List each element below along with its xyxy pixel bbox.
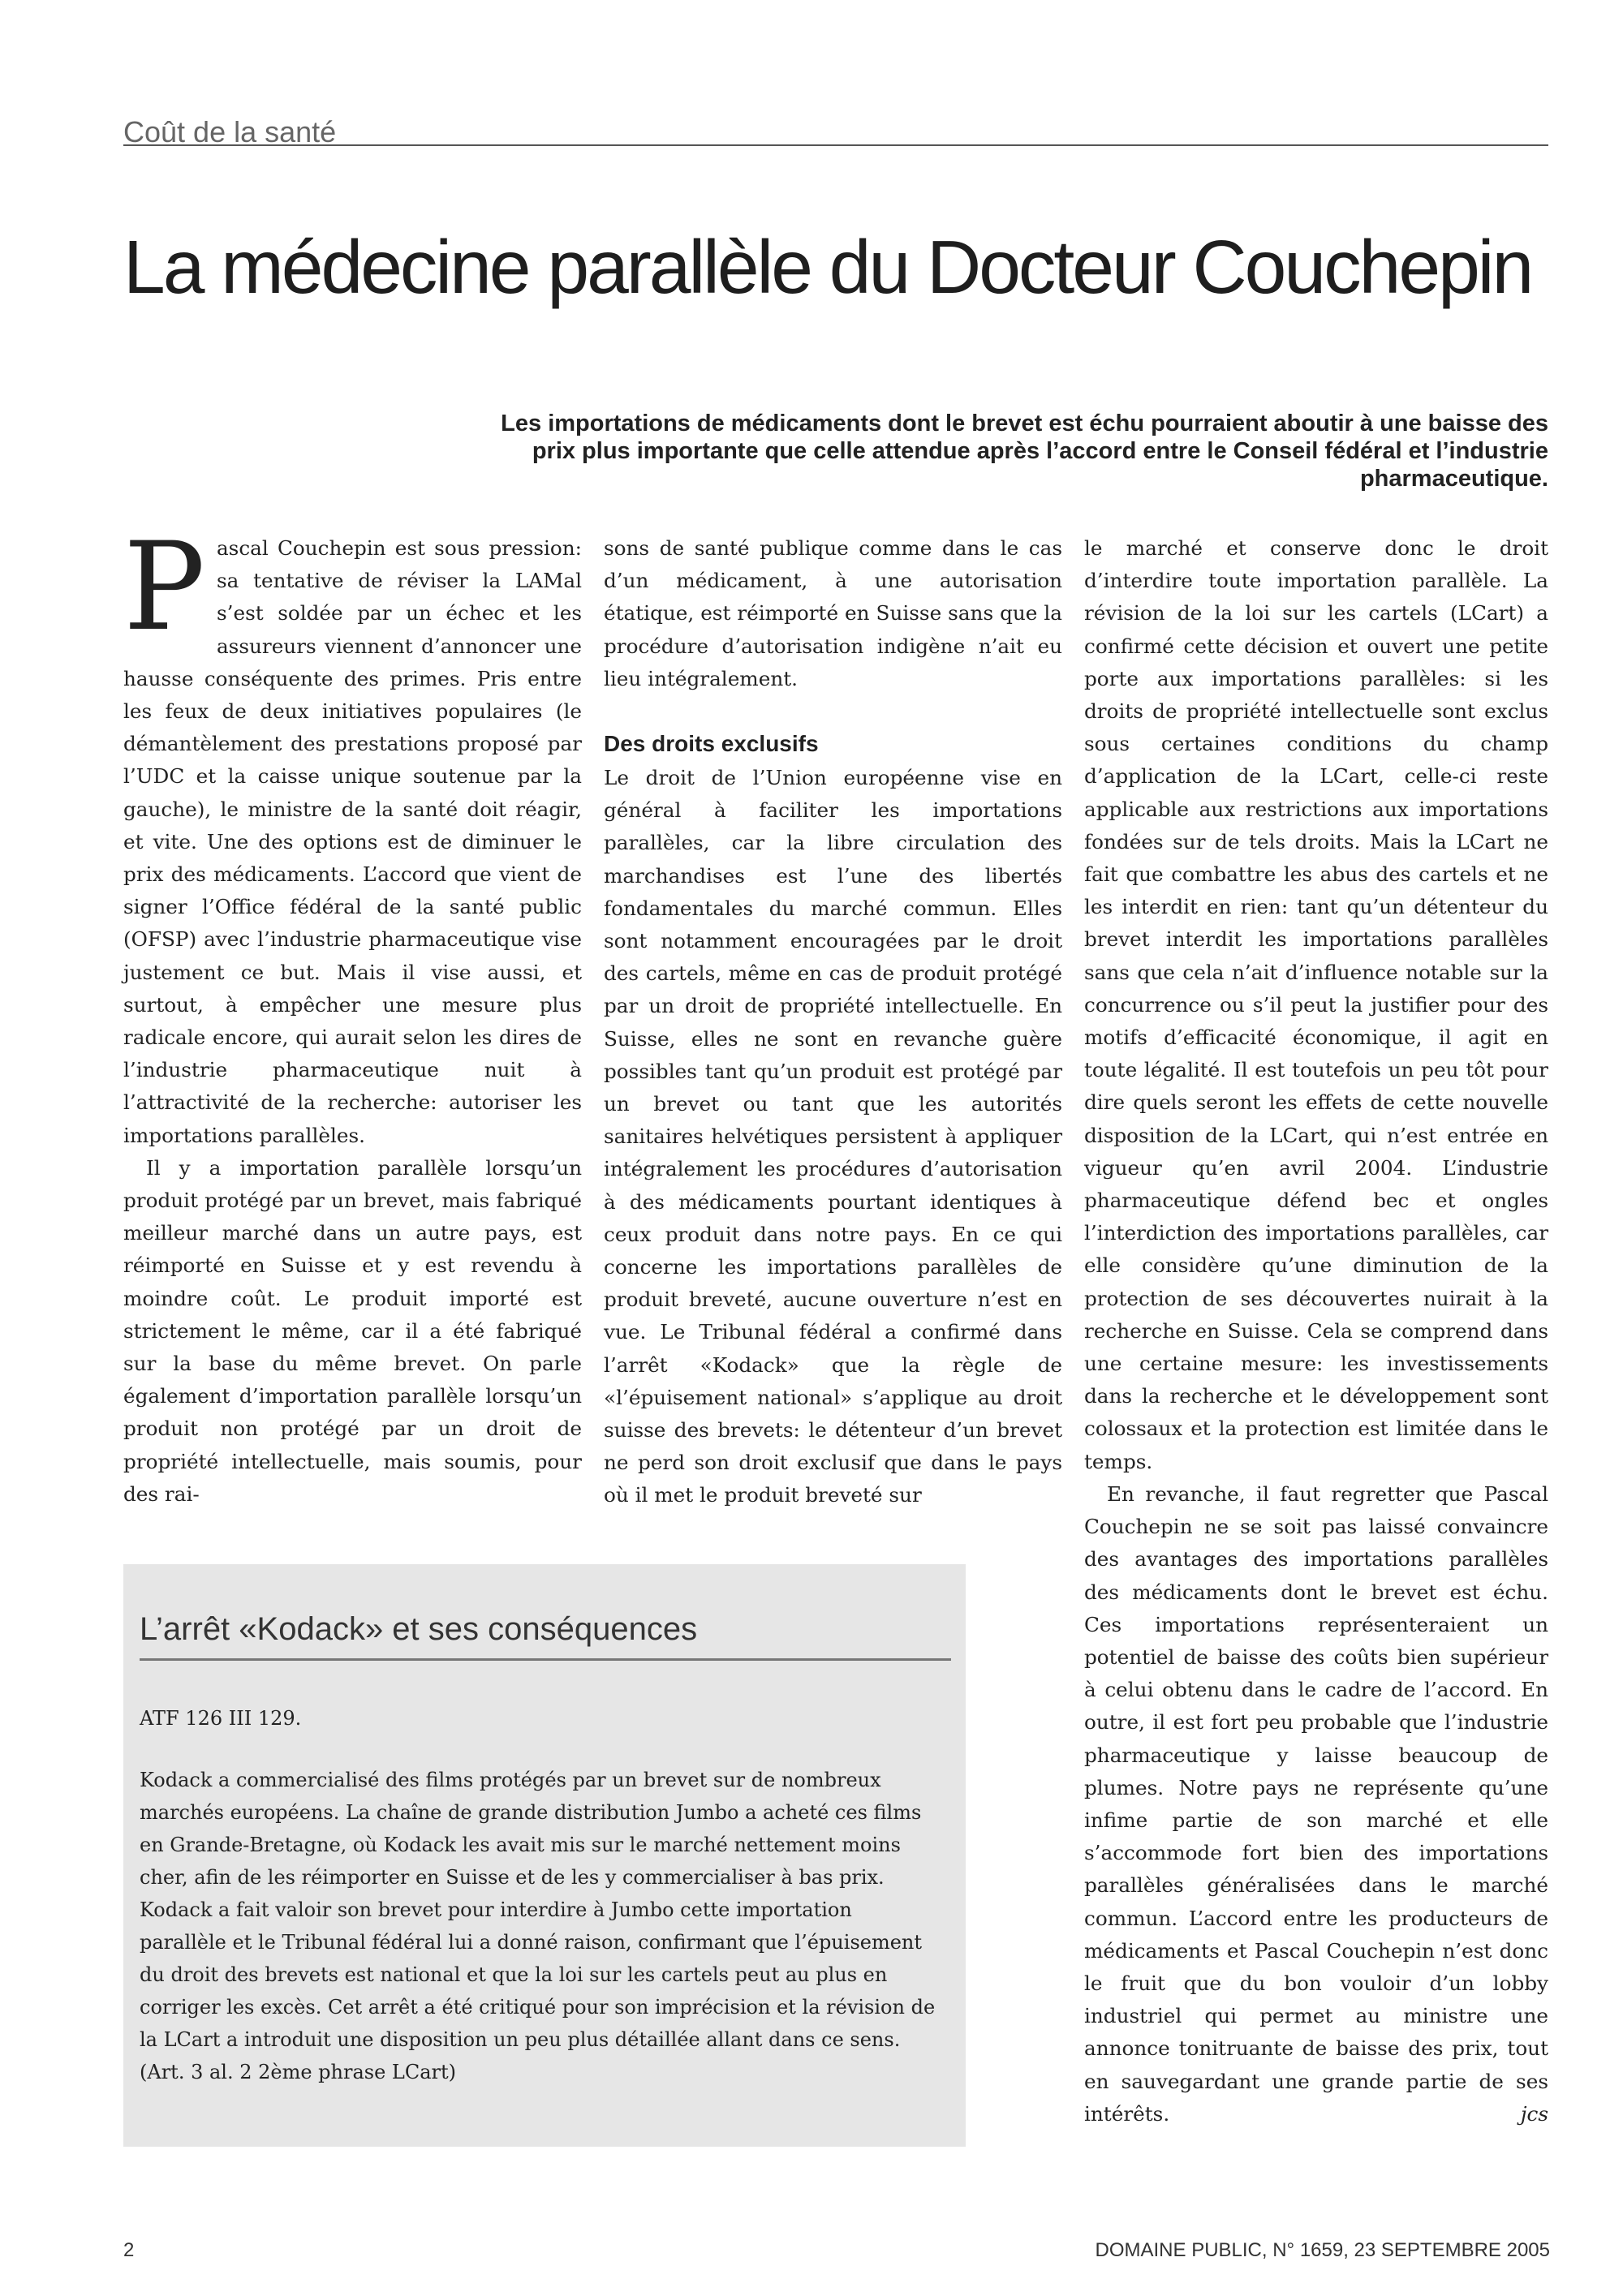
article-paragraph: Il y a importation parallèle lorsqu’un produit protégé par un brevet, mais fabriqué meilleur marché dans un autre pays, est réimporté en Suisse et y est revendu à moindre coût. Le produit importé est strictement le même, car il a été fabriqué sur la base du même brevet. On parle également d’importation parallèle lorsqu’un produit non protégé par un droit de propriété intellectuelle, mais soumis, pour des rai- (123, 1155, 582, 1506)
article-paragraph (123, 517, 582, 1152)
article-paragraph: sons de santé publique comme dans le cas d’un médicament, à une autorisation étatique, est réimporté en Suisse sans que la procédure d’autorisation indigène n’ait eu lieu intégralement. (604, 536, 1062, 690)
drop-cap: P (123, 517, 205, 658)
paragraph-text: En revanche, il faut regretter que Pascal Couchepin ne se soit pas laissé convaincre des avantages des importations parallèles des médicaments dont le brevet est échu. Ces importations représenteraient un potentiel de baisse des coûts bien supérieur à celui obtenu dans le cadre de l’accord. En outre, il est fort peu probable que l’industrie pharmaceutique y laisse beaucoup de plumes. Notre pays ne représente qu’une infime partie de son marché et elle s’accommode fort bien des importations parallèles généralisées dans le marché commun. L’accord entre les producteurs de médicaments et Pascal Couchepin n’est donc le fruit que du bon vouloir d’un lobby industriel qui permet au ministre une annonce tonitruante de baisse des prix, tout en sauvegardant une grande partie de ses intérêts. (1084, 1481, 1548, 2126)
article-column-2 (604, 532, 1062, 1512)
article-column-1 (123, 517, 582, 1511)
article-lede: Les importations de médicaments dont le brevet est échu pourraient aboutir à une baisse des prix plus importante que celle attendue après l’accord entre le Conseil fédéral et l’industrie pharmaceutique. (501, 411, 1548, 492)
sidebar-note: (Art. 3 al. 2 2ème phrase LCart) (140, 2061, 457, 2083)
article-paragraph (1084, 1478, 1548, 2130)
author-signature: jcs (1520, 2101, 1548, 2126)
sidebar-reference: ATF 126 III 129. (140, 1707, 302, 1730)
section-header (123, 112, 1548, 146)
sidebar-box (123, 1564, 966, 2147)
article-paragraph: Le droit de l’Union européenne vise en général à faciliter les importations parallèles, car la libre circulation des marchandises est l’une des libertés fondamentales du marché commun. Elles sont notamment encouragées par le droit des cartels, même en cas de produit protégé par un droit de propriété intellectuelle. En Suisse, elles ne sont en revanche guère possibles tant qu’un produit est protégé par un brevet ou tant que les autorités sanitaires helvétiques persistent à appliquer intégralement les procédures d’autorisation à des médicaments pourtant identiques à ceux produit dans notre pays. En ce qui concerne les importations parallèles de produit breveté, aucune ouverture n’est en vue. Le Tribunal fédéral a confirmé dans l’arrêt «Kodack» que la règle de «l’épuisement national» s’applique au droit suisse des brevets: le détenteur d’un brevet ne perd son droit exclusif que dans le pays où il met le produit breveté sur (604, 766, 1062, 1507)
sidebar-body (140, 1702, 943, 2088)
article-paragraph: le marché et conserve donc le droit d’interdire toute importation parallèle. La révision de la loi sur les cartels (LCart) a confirmé cette décision et ouvert une petite porte aux importations parallèles: si les droits de propriété intellectuelle sont exclus sous certaines conditions du champ d’application de la LCart, celle-ci reste applicable aux restrictions aux importations fondées sur de tels droits. Mais la LCart ne fait que combattre les abus des cartels et ne les interdit en rien: tant qu’un détenteur du brevet interdit les importations parallèles sans que cela n’ait d’influence notable sur la concurrence ou s’il peut la justifier pour des motifs d’efficacité économique, il agit en toute légalité. Il est toutefois un peu tôt pour dire quels seront les effets de cette nouvelle disposition de la LCart, qui n’est entrée en vigueur qu’en avril 2004. L’industrie pharmaceutique défend bec et ongles l’interdiction des importations parallèles, car elle considère qu’une diminution de la protection de ses découvertes nuirait à la recherche en Suisse. Cela se comprend dans une certaine mesure: les investissements dans la recherche et le développement sont colossaux et la protection est limitée dans le temps. (1084, 536, 1548, 1473)
paragraph-text: ascal Couchepin est sous pression: sa tentative de réviser la LAMal s’est soldée par un échec et les assureurs viennent d’annoncer une hausse conséquente des primes. Pris entre les feux de deux initiatives populaires (le démantèlement des prestations proposé par l’UDC et la caisse unique soutenue par la gauche), le ministre de la santé doit réagir, et vite. Une des options est de diminuer le prix des médicaments. L’accord que vient de signer l’Office fédéral de la santé public (OFSP) avec l’industrie pharmaceutique vise justement ce but. Mais il vise aussi, et surtout, à empêcher une mesure plus radicale encore, qui aurait selon les dires de l’industrie pharmaceutique nuit à l’attractivité de la recherche: autoriser les importations parallèles. (123, 536, 582, 1147)
article-column-3 (1084, 532, 1548, 2130)
sidebar-title: L’arrêt «Kodack» et ses conséquences (140, 1608, 951, 1661)
section-label: Coût de la santé (123, 115, 337, 148)
article-subheading: Des droits exclusifs (604, 731, 819, 757)
page-number: 2 (123, 2239, 135, 2261)
sidebar-paragraph: Kodack a commercialisé des films protégés par un brevet sur de nombreux marchés européens. La chaîne de grande distribution Jumbo a acheté ces films en Grande-Bretagne, où Kodack les avait mis sur le marché nettement moins cher, afin de les réimporter en Suisse et de les y commercialiser à bas prix. Kodack a fait valoir son brevet pour interdire à Jumbo cette importation parallèle et le Tribunal fédéral lui a donné raison, confirmant que l’épuisement du droit des brevets est national et que la loi sur les cartels peut au plus en corriger les excès. Cet arrêt a été critiqué pour son imprécision et la révision de la LCart a introduit une disposition un peu plus détaillée allant dans ce sens. (140, 1769, 936, 2051)
publication-footer: DOMAINE PUBLIC, N° 1659, 23 SEPTEMBRE 2005 (1095, 2239, 1550, 2261)
article-title: La médecine parallèle du Docteur Couchepin (123, 225, 1532, 309)
